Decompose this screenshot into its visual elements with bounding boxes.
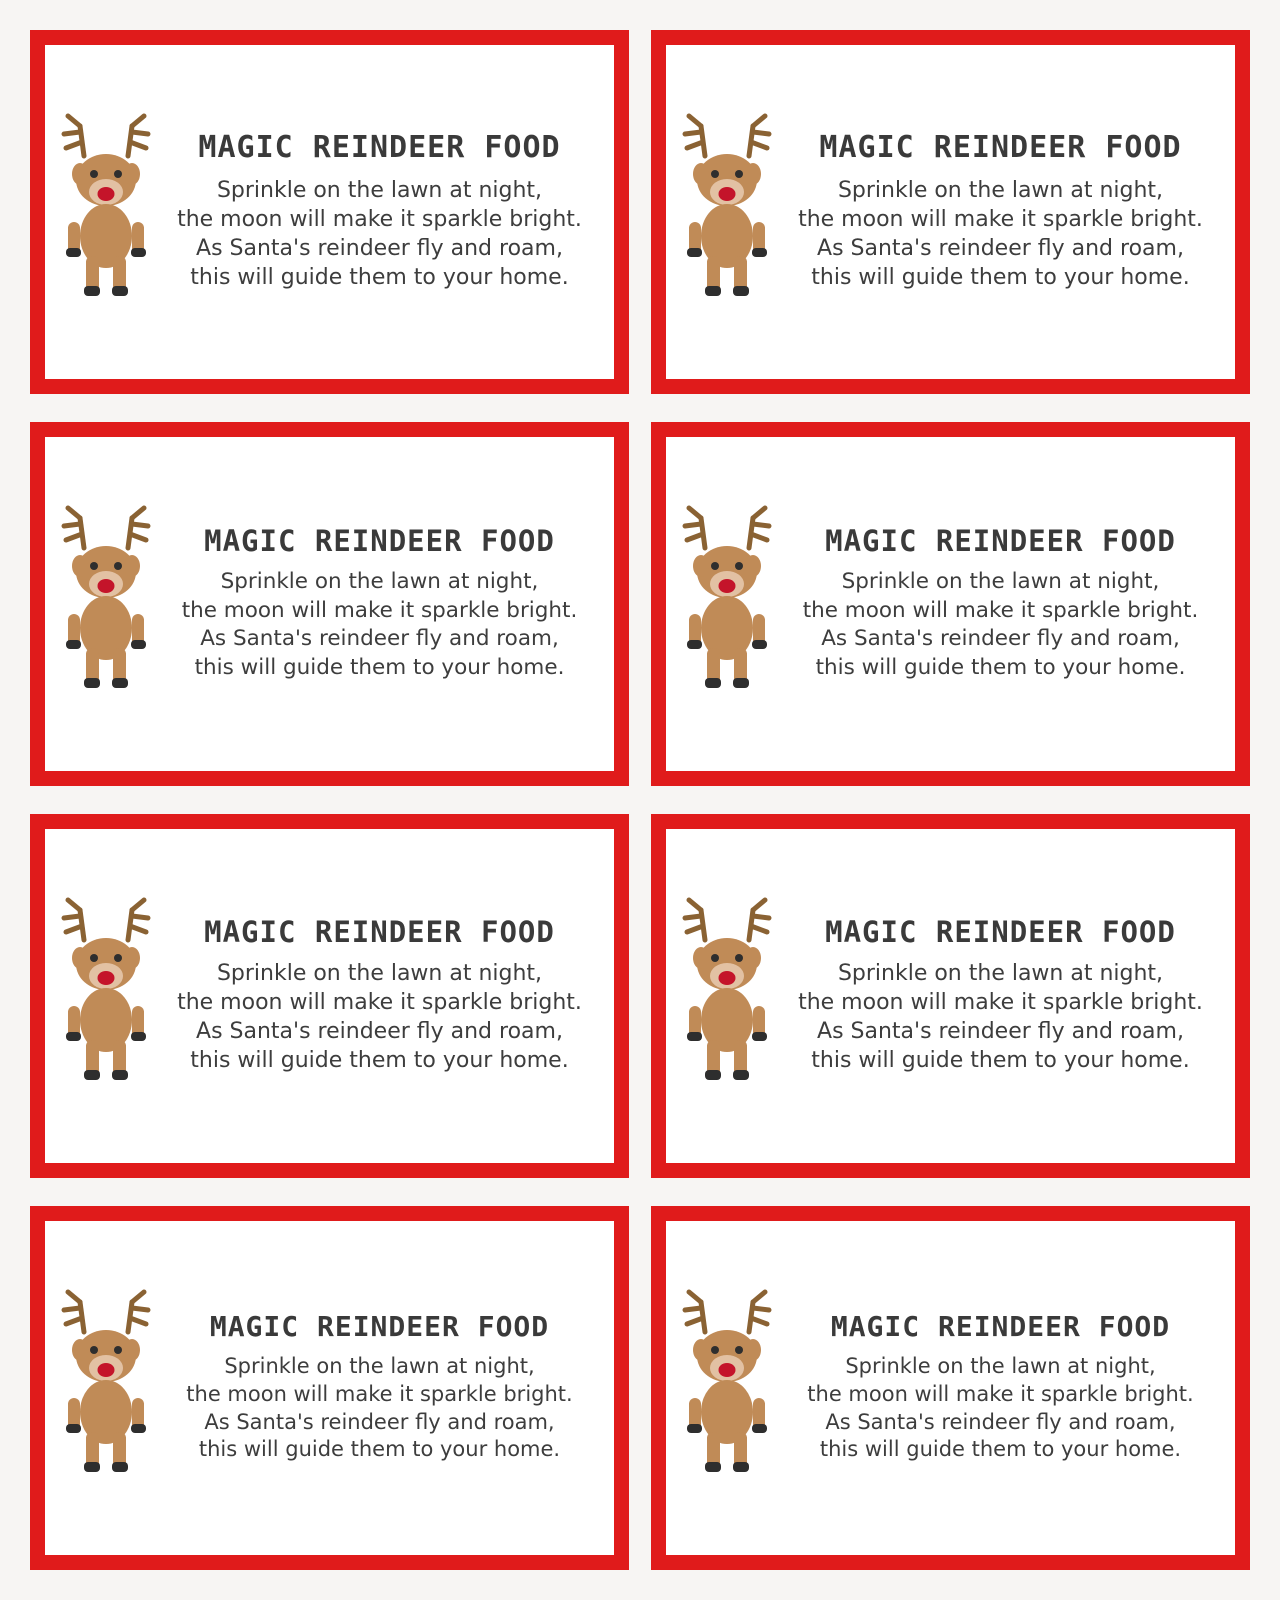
- tag-line-2: the moon will make it sparkle bright.: [177, 990, 582, 1016]
- reindeer-icon: [675, 496, 779, 706]
- reindeer-icon: [675, 104, 779, 314]
- tag-title: MAGIC REINDEER FOOD: [204, 524, 555, 559]
- tag-line-4: this will guide them to your home.: [190, 1048, 569, 1074]
- gift-tag: [651, 30, 1250, 394]
- tag-text: [161, 132, 604, 292]
- reindeer-icon: [675, 888, 779, 1098]
- tag-title: MAGIC REINDEER FOOD: [204, 914, 555, 949]
- tag-title: MAGIC REINDEER FOOD: [209, 1309, 550, 1343]
- tag-line-3: As Santa's reindeer fly and roam,: [817, 1019, 1184, 1045]
- tag-title: MAGIC REINDEER FOOD: [830, 1309, 1171, 1343]
- tag-text: [161, 526, 604, 682]
- reindeer-illustration: [672, 888, 782, 1104]
- reindeer-illustration: [672, 1280, 782, 1496]
- tag-text: [782, 914, 1225, 1076]
- gift-tag: [30, 30, 629, 394]
- tag-title: MAGIC REINDEER FOOD: [198, 130, 561, 166]
- tag-line-2: the moon will make it sparkle bright.: [186, 1381, 573, 1406]
- tag-line-3: As Santa's reindeer fly and roam,: [196, 1019, 563, 1045]
- tag-line-4: this will guide them to your home.: [811, 264, 1190, 290]
- tag-line-2: the moon will make it sparkle bright.: [798, 990, 1203, 1016]
- tag-line-1: Sprinkle on the lawn at night,: [224, 1354, 535, 1379]
- tag-line-2: the moon will make it sparkle bright.: [798, 206, 1203, 232]
- tag-line-3: As Santa's reindeer fly and roam,: [196, 235, 563, 261]
- tag-title: MAGIC REINDEER FOOD: [825, 524, 1176, 559]
- gift-tag: [30, 1206, 629, 1570]
- tag-line-1: Sprinkle on the lawn at night,: [841, 569, 1160, 595]
- tag-line-3: As Santa's reindeer fly and roam,: [817, 235, 1184, 261]
- tag-line-1: Sprinkle on the lawn at night,: [845, 1354, 1156, 1379]
- tag-line-3: As Santa's reindeer fly and roam,: [821, 626, 1180, 652]
- reindeer-icon: [675, 1280, 779, 1490]
- tag-line-3: As Santa's reindeer fly and roam,: [204, 1409, 555, 1434]
- gift-tag: [651, 814, 1250, 1178]
- tag-line-3: As Santa's reindeer fly and roam,: [200, 626, 559, 652]
- reindeer-illustration: [672, 496, 782, 712]
- reindeer-illustration: [51, 888, 161, 1104]
- tag-line-2: the moon will make it sparkle bright.: [177, 206, 582, 232]
- tag-line-1: Sprinkle on the lawn at night,: [837, 177, 1164, 203]
- tag-line-2: the moon will make it sparkle bright.: [181, 597, 578, 623]
- tag-title: MAGIC REINDEER FOOD: [825, 914, 1176, 949]
- tag-line-4: this will guide them to your home.: [198, 1437, 561, 1462]
- tag-line-1: Sprinkle on the lawn at night,: [216, 177, 543, 203]
- tag-text: [161, 1309, 604, 1464]
- tag-line-4: this will guide them to your home.: [190, 264, 569, 290]
- reindeer-illustration: [51, 496, 161, 712]
- reindeer-icon: [54, 104, 158, 314]
- tag-line-1: Sprinkle on the lawn at night,: [216, 961, 543, 987]
- gift-tag: [30, 814, 629, 1178]
- tag-line-1: Sprinkle on the lawn at night,: [220, 569, 539, 595]
- gift-tag: [651, 1206, 1250, 1570]
- reindeer-illustration: [672, 104, 782, 320]
- tag-line-3: As Santa's reindeer fly and roam,: [825, 1409, 1176, 1434]
- tag-text: [161, 914, 604, 1076]
- tag-title: MAGIC REINDEER FOOD: [819, 130, 1182, 166]
- tag-line-2: the moon will make it sparkle bright.: [807, 1381, 1194, 1406]
- reindeer-illustration: [51, 1280, 161, 1496]
- gift-tag: [30, 422, 629, 786]
- gift-tag: [651, 422, 1250, 786]
- tag-text: [782, 526, 1225, 682]
- tag-text: [782, 1309, 1225, 1464]
- reindeer-icon: [54, 1280, 158, 1490]
- reindeer-illustration: [51, 104, 161, 320]
- tag-line-2: the moon will make it sparkle bright.: [802, 597, 1199, 623]
- tag-line-4: this will guide them to your home.: [811, 1048, 1190, 1074]
- tag-line-4: this will guide them to your home.: [819, 1437, 1182, 1462]
- reindeer-icon: [54, 496, 158, 706]
- tag-line-4: this will guide them to your home.: [194, 654, 565, 680]
- reindeer-icon: [54, 888, 158, 1098]
- tag-line-4: this will guide them to your home.: [815, 654, 1186, 680]
- tag-text: [782, 132, 1225, 292]
- tag-line-1: Sprinkle on the lawn at night,: [837, 961, 1164, 987]
